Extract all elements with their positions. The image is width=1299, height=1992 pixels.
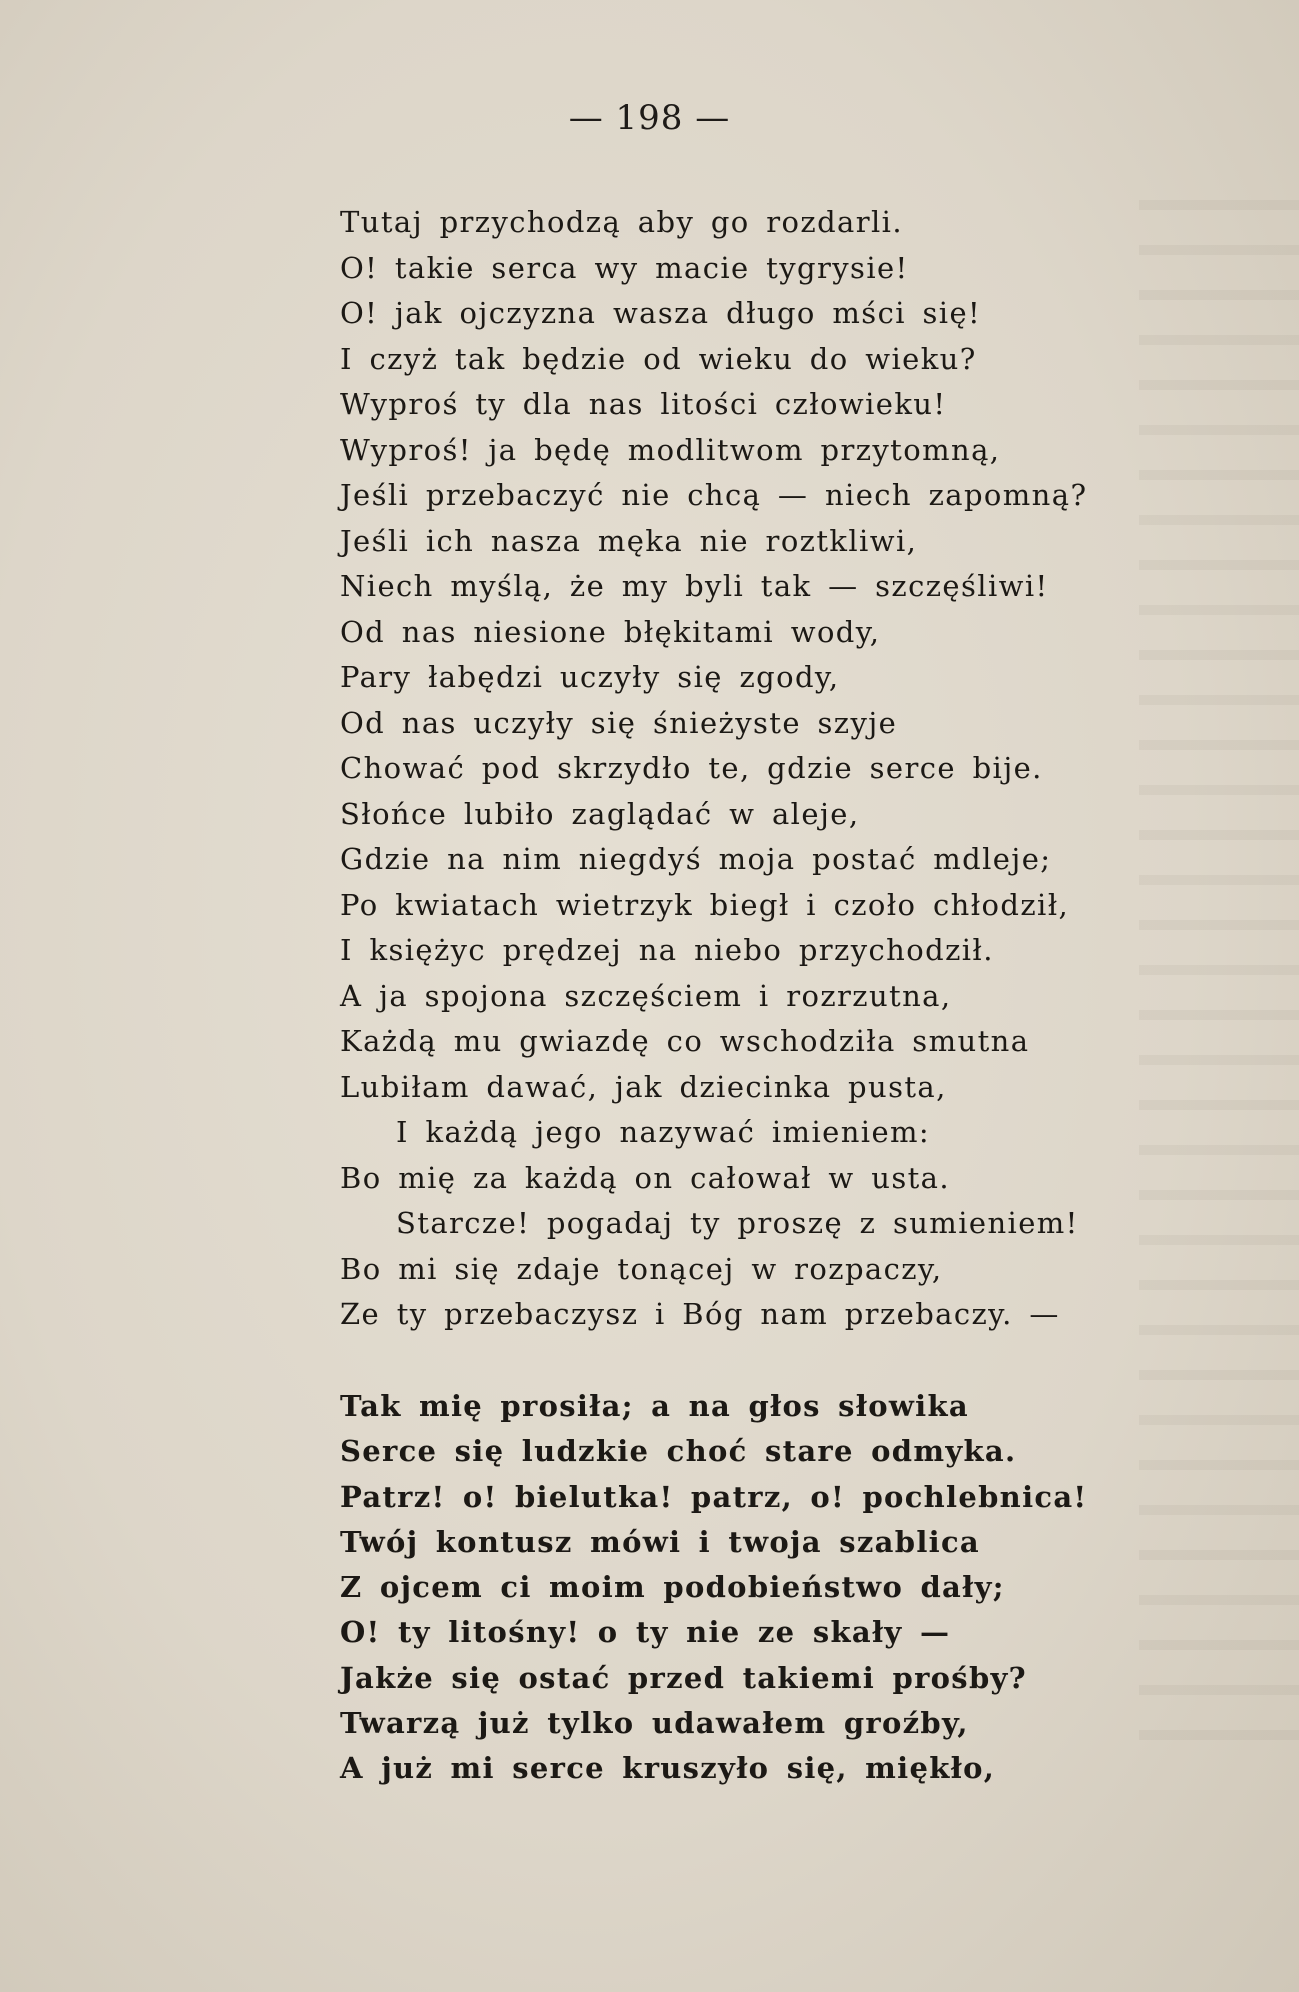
verse-line: Gdzie na nim niegdyś moja postać mdleje; — [340, 842, 1052, 876]
verse-line: Od nas uczyły się śnieżyste szyje — [340, 705, 898, 740]
verse-line: Ze ty przebaczysz i Bóg nam przebaczy. — — [340, 1297, 1060, 1331]
stanza-2 — [340, 1384, 1087, 1792]
verse-line: Jakże się ostać przed takiemi prośby? — [340, 1660, 1027, 1695]
verse-line: Chować pod skrzydło te, gdzie serce bije. — [340, 751, 1043, 785]
verse-line: Twarzą już tylko udawałem groźby, — [340, 1706, 969, 1741]
stanza-1 — [340, 200, 1087, 1338]
verse-line: Słońce lubiło zaglądać w aleje, — [340, 796, 860, 831]
verse-line: Bo mi się zdaje tonącej w rozpaczy, — [340, 1251, 943, 1286]
verse-line: Z ojcem ci moim podobieństwo dały; — [340, 1570, 1005, 1605]
verse-line: O! jak ojczyzna wasza długo mści się! — [340, 296, 982, 330]
verse-line: O! takie serca wy macie tygrysie! — [340, 250, 909, 285]
verse-line: Tak mię prosiła; a na głos słowika — [340, 1389, 969, 1423]
verse-line-indented: Starcze! pogadaj ty proszę z sumieniem! — [396, 1206, 1079, 1240]
verse-line: Patrz! o! bielutka! patrz, o! pochlebnica! — [340, 1479, 1088, 1514]
verse-line: Niech myślą, że my byli tak — szczęśliwi! — [340, 569, 1049, 603]
verse-line: A już mi serce kruszyło się, miękło, — [340, 1751, 996, 1786]
verse-line: Wyproś ty dla nas litości człowieku! — [340, 387, 947, 421]
verse-line: Po kwiatach wietrzyk biegł i czoło chłodził, — [340, 887, 1070, 922]
verse-line: I księżyc prędzej na niebo przychodził. — [340, 933, 994, 967]
verse-line: Serce się ludzkie choć stare odmyka. — [340, 1434, 1017, 1469]
verse-line: Wyproś! ja będę modlitwom przytomną, — [340, 432, 1001, 467]
verse-line: Jeśli ich nasza męka nie roztkliwi, — [340, 523, 918, 558]
verse-line: Tutaj przychodzą aby go rozdarli. — [340, 205, 903, 239]
verse-line: Bo mię za każdą on całował w usta. — [340, 1160, 950, 1195]
bleed-through-shadow — [1139, 200, 1299, 1760]
verse-line: I czyż tak będzie od wieku do wieku? — [340, 341, 977, 376]
verse-line-indented: I każdą jego nazywać imieniem: — [396, 1115, 931, 1149]
verse-line: Pary łabędzi uczyły się zgody, — [340, 660, 840, 694]
verse-line: O! ty litośny! o ty nie ze skały — — [340, 1615, 951, 1650]
verse-line: Każdą mu gwiazdę co wschodziła smutna — [340, 1024, 1030, 1058]
verse-line: Od nas niesione błękitami wody, — [340, 614, 881, 649]
verse-line: Twój kontusz mówi i twoja szablica — [340, 1524, 981, 1559]
verse-line: A ja spojona szczęściem i rozrzutna, — [340, 978, 952, 1013]
verse-line: Lubiłam dawać, jak dziecinka pusta, — [340, 1069, 947, 1104]
page-number: — 198 — — [568, 98, 731, 138]
verse-line: Jeśli przebaczyć nie chcą — niech zapomną? — [340, 478, 1088, 512]
